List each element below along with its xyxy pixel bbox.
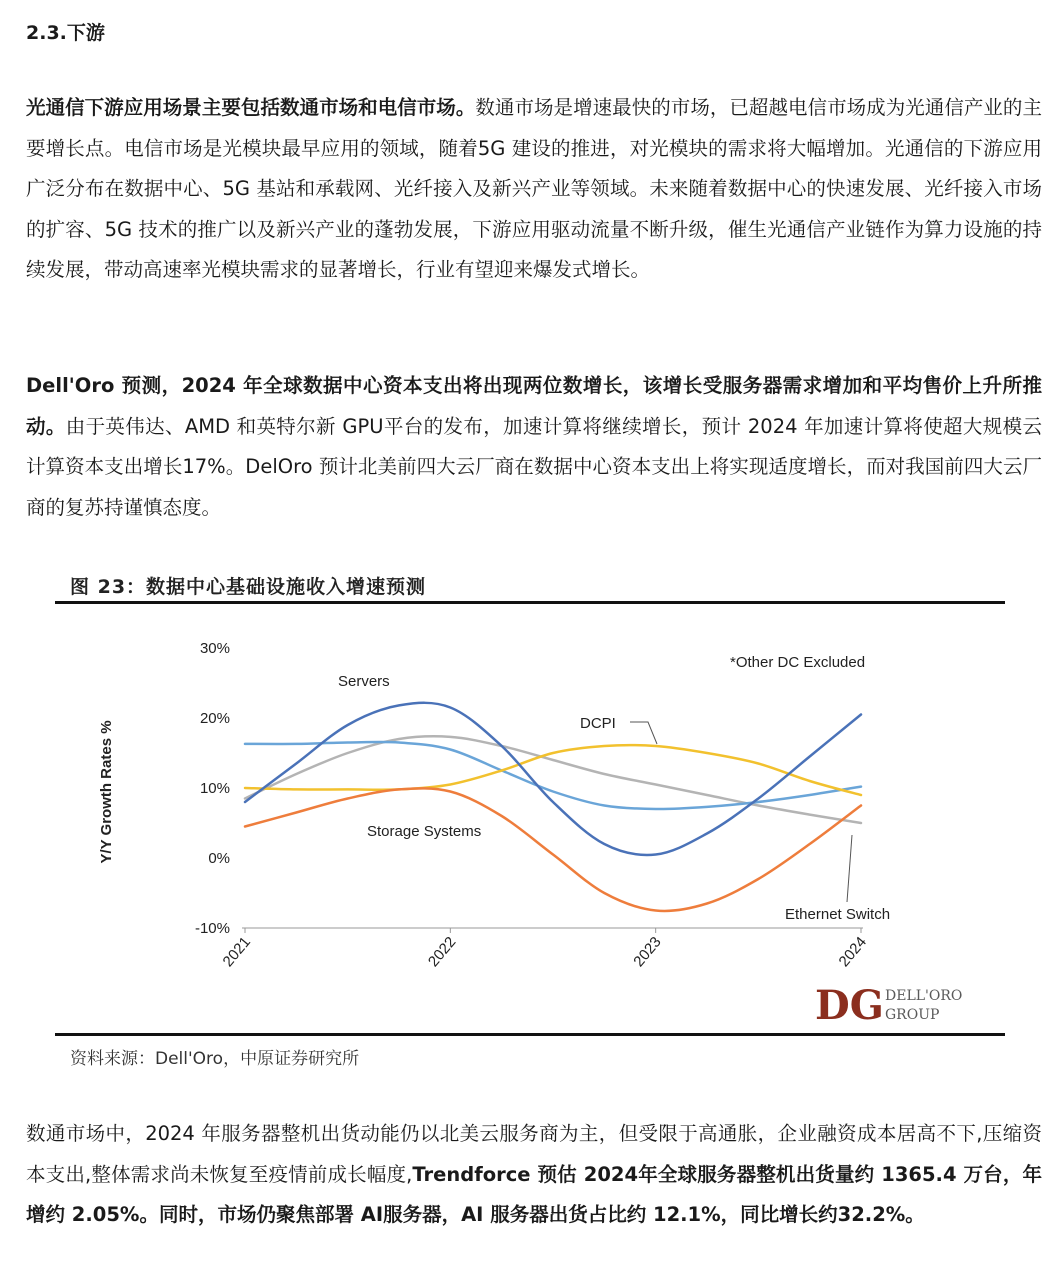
paragraph-body: 由于英伟达、AMD 和英特尔新 GPU平台的发布，加速计算将继续增长，预计 2024 年加速计算将使超大规模云计算资本支出增长17%。DelOro 预计北美前四大云厂商在数据中心资本支出上将实现适度增长，而对我国前四大云厂商的复苏持谨慎态度。 xyxy=(26,414,1042,519)
y-axis-ticks xyxy=(195,640,230,937)
y-tick-label: 20% xyxy=(199,710,230,727)
paragraph-lead: 光通信下游应用场景主要包括数通市场和电信市场。 xyxy=(26,96,476,119)
x-tick-label: 2023 xyxy=(630,933,665,971)
section-title: 2.3.下游 xyxy=(26,22,105,44)
series-label-storage: Storage Systems xyxy=(367,823,482,840)
paragraph-lead: Dell'Oro 预测，2024 年全球数据中心资本支出将出现两位数增长，该增长受服务器需求增加和平均售价上升所推动。 xyxy=(26,374,1042,438)
series-label-servers: Servers xyxy=(338,673,390,690)
figure-title: 图 23：数据中心基础设施收入增速预测 xyxy=(70,576,427,598)
figure-source: 资料来源：Dell'Oro，中原证券研究所 xyxy=(70,1049,360,1069)
x-axis-ticks xyxy=(220,928,870,970)
paragraph-delloro xyxy=(26,366,1042,528)
x-tick-label: 2022 xyxy=(424,933,460,971)
x-tick-label: 2024 xyxy=(835,933,871,971)
growth-chart xyxy=(55,610,1005,1030)
logo-line2: GROUP xyxy=(885,1007,940,1023)
series-layer xyxy=(245,703,861,911)
paragraph-highlight: Trendforce 预估 2024年全球服务器整机出货量约 1365.4 万台，年增约 2.05%。同时，市场仍聚焦部署 AI服务器，AI 服务器出货占比约 12.1%，同比增长约32.2%。 xyxy=(26,1162,1042,1226)
dcpi-leader-line xyxy=(630,722,657,744)
y-tick-label: 30% xyxy=(199,640,230,657)
logo-line1: DELL'ORO xyxy=(885,988,963,1004)
x-tick-label: 2021 xyxy=(219,933,255,971)
y-axis-label: Y/Y Growth Rates % xyxy=(98,720,115,864)
paragraph-body: 数通市场中，2024 年服务器整机出货动能仍以北美云服务商为主，但受限于高通胀，企业融资成本居高不下,压缩资本支出,整体需求尚未恢复至疫情前成长幅度, xyxy=(26,1122,1042,1186)
series-label-dcpi: DCPI xyxy=(580,715,616,732)
ethernet-leader-line xyxy=(847,835,852,902)
paragraph-body: 数通市场是增速最快的市场，已超越电信市场成为光通信产业的主要增长点。电信市场是光模块最早应用的领域，随着5G 建设的推进，对光模块的需求将大幅增加。光通信的下游应用广泛分布在数据中心、5G 基站和承载网、光纤接入及新兴产业等领域。未来随着数据中心的快速发展、光纤接入市场的扩容、5G 技术的推广以及新兴产业的蓬勃发展，下游应用驱动流量不断升级，催生光通信产业链作为算力设施的持续发展，带动高速率光模块需求的显著增长，行业有望迎来爆发式增长。 xyxy=(26,96,1042,281)
y-tick-label: 0% xyxy=(208,850,230,867)
logo-mark: DG xyxy=(815,982,884,1029)
figure-bottom-rule xyxy=(55,1033,1005,1036)
series-line-servers xyxy=(245,703,861,855)
figure-top-rule xyxy=(55,601,1005,604)
paragraph-servers xyxy=(26,1114,1042,1236)
series-line-ethernet-switch xyxy=(245,736,861,823)
delloro-logo xyxy=(815,982,962,1029)
series-label-ethernet: Ethernet Switch xyxy=(785,906,891,923)
y-tick-label: 10% xyxy=(199,780,230,797)
series-line-dcpi xyxy=(245,745,861,795)
paragraph-downstream xyxy=(26,88,1042,291)
y-tick-label: -10% xyxy=(194,920,230,937)
note-label: *Other DC Excluded xyxy=(730,654,866,671)
